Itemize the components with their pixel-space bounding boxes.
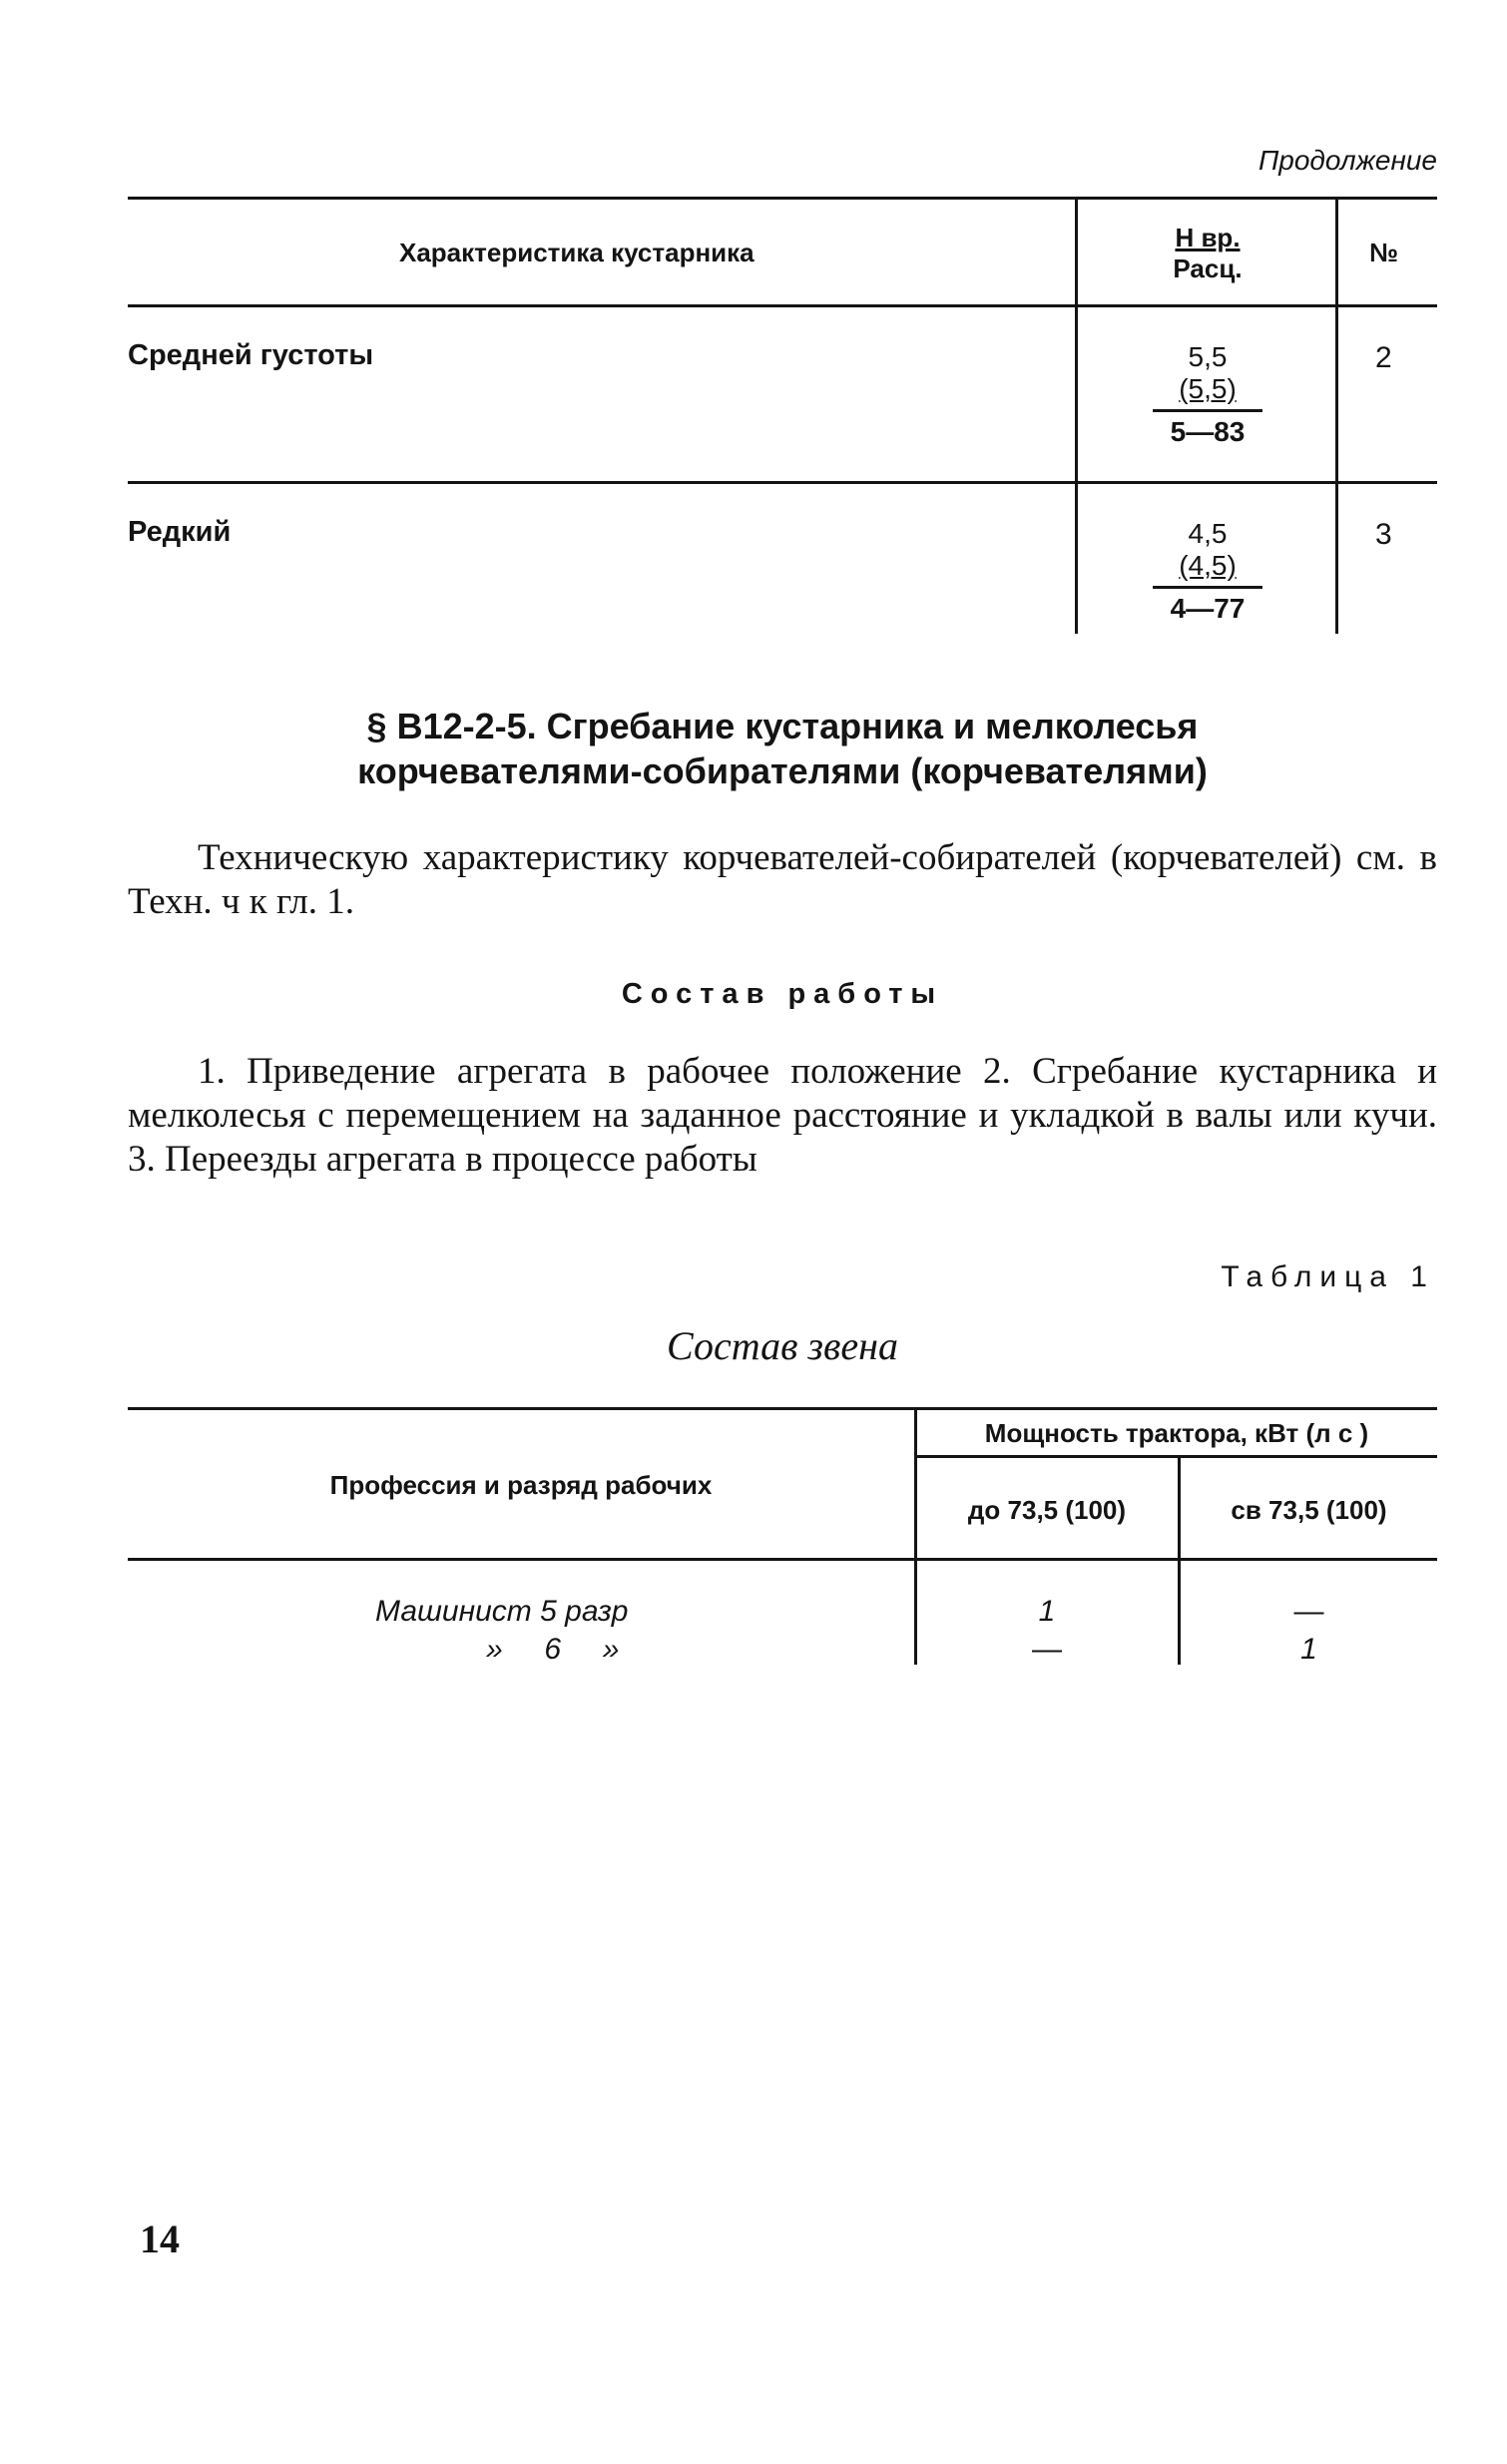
row-number: 2 <box>1375 341 1392 374</box>
column-header-number: № <box>1369 238 1398 267</box>
subcolumn-over-73-5: св 73,5 (100) <box>1231 1495 1387 1525</box>
column-header-norm <box>1138 223 1277 284</box>
table-col-divider <box>1075 197 1078 634</box>
norm-value: 4,5 <box>1188 518 1228 549</box>
table-subheader-rule <box>916 1455 1437 1458</box>
work-composition-heading: Состав работы <box>621 978 944 1010</box>
table-row-label: Редкий <box>128 516 232 548</box>
norm-value: 5,5 <box>1188 341 1228 372</box>
fraction-bar <box>1153 586 1262 589</box>
column-header-characteristic: Характеристика кустарника <box>399 238 754 267</box>
norm-fraction <box>1148 341 1267 448</box>
table-header-rule <box>128 304 1437 307</box>
subcolumn-up-to-73-5: до 73,5 (100) <box>967 1495 1127 1525</box>
table-cell: — <box>1293 1595 1324 1628</box>
table-top-rule <box>128 1407 1437 1410</box>
norm-top-label: Н вр. <box>1175 223 1241 252</box>
row-number: 3 <box>1375 518 1392 551</box>
rate-value: 5—83 <box>1170 416 1246 447</box>
section-title <box>128 704 1437 793</box>
page-number: 14 <box>140 2217 180 2261</box>
fraction-bar <box>1153 409 1262 412</box>
rate-value: 4—77 <box>1170 593 1246 624</box>
table-cell: 1 <box>1038 1595 1056 1628</box>
table-label: Таблица 1 <box>1221 1260 1435 1293</box>
column-header-power: Мощность трактора, кВт (л с ) <box>984 1418 1369 1448</box>
table-top-rule <box>128 197 1437 200</box>
column-header-profession: Профессия и разряд рабочих <box>329 1470 713 1500</box>
table-header-rule <box>128 1558 1437 1561</box>
continuation-label: Продолжение <box>1257 145 1437 176</box>
table-cell: — <box>1032 1633 1062 1666</box>
table-row-separator <box>128 481 1437 484</box>
table-cell: 1 <box>1300 1633 1317 1666</box>
norm-fraction <box>1148 518 1267 625</box>
table-row-profession: Машинист 5 разр <box>375 1595 629 1628</box>
table-col-divider <box>1335 197 1338 634</box>
table-row-profession: » 6 » <box>486 1633 620 1666</box>
norm-value-alt: (5,5) <box>1179 373 1237 404</box>
norm-bottom-label: Расц. <box>1173 253 1243 283</box>
norm-value-alt: (4,5) <box>1179 550 1237 581</box>
section-title-line2: корчевателями-собирателями (корчевателями) <box>357 750 1208 791</box>
work-composition-text: 1. Приведение агрегата в рабочее положение 2. Сгребание кустарника и мелколесья с перемещением на заданное расстояние и укладкой в валы или кучи. 3. Переезды агрегата в процессе работы <box>128 1051 1437 1180</box>
section-title-line1: § В12-2-5. Сгребание кустарника и мелколесья <box>366 706 1199 746</box>
table-row-label: Средней густоты <box>128 339 374 371</box>
table-caption: Состав звена <box>666 1323 898 1368</box>
intro-paragraph: Техническую характеристику корчевателей-собирателей (корчевателей) см. в Техн. ч к гл. 1. <box>128 837 1437 922</box>
